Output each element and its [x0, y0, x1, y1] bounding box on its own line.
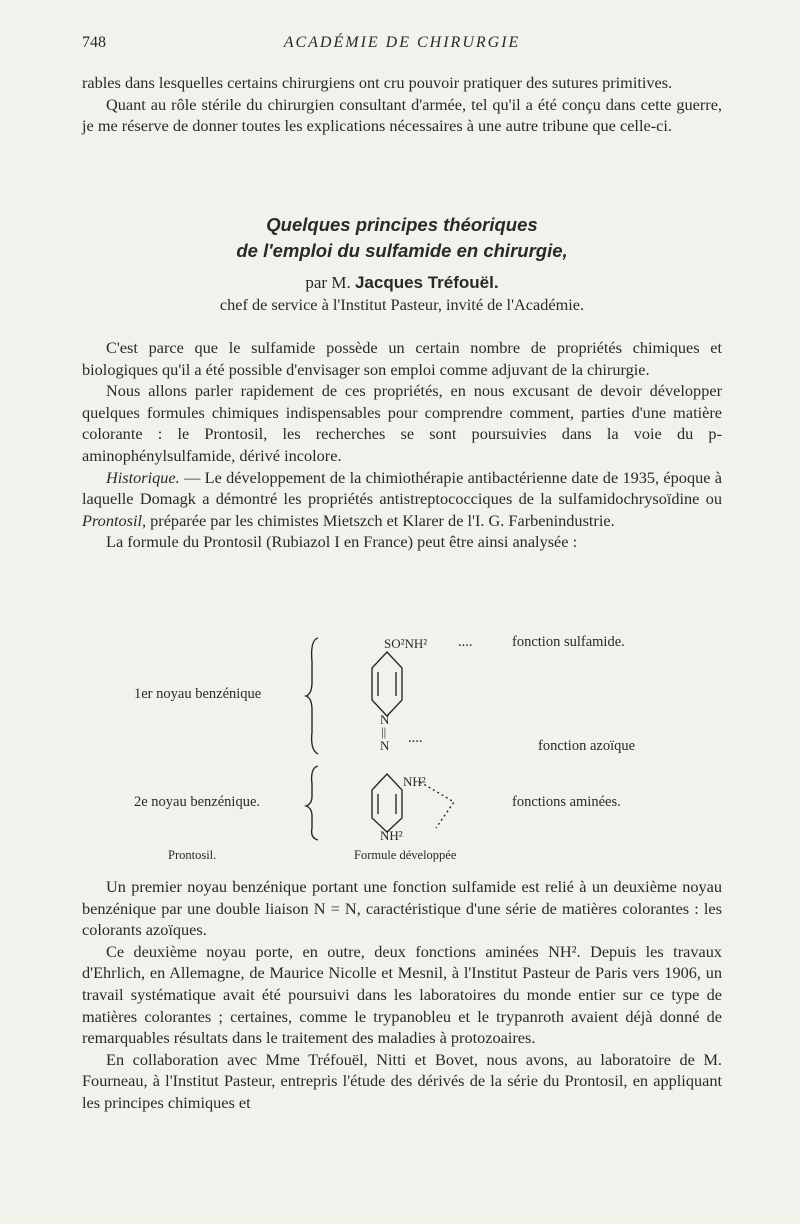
body-paragraph-6: Ce deuxième noyau porte, en outre, deux fonctions aminées NH². Depuis les travaux d'Ehrlich, en Allemagne, de Maurice Nicolle et Mesnil, à l'Institut Pasteur de Paris vers 1906, un travail systématique avait été poursuivi dans les laboratoires du monde entier sur ce type de matières colorantes ; certaines, comme le trypanobleu et le trypanroth avaient déjà donné de remarquables résultats dans le traitement des maladies à protozoaires.: [82, 941, 722, 1048]
caption-prontosil: Prontosil.: [168, 848, 217, 862]
body-paragraph-5: Un premier noyau benzénique portant une fonction sulfamide est relié à un deuxième noyau benzénique par une double liaison N = N, caractéristique d'une série de matières colorantes : les colorants azoïques.: [82, 877, 722, 940]
azo-double-bond: ||: [381, 724, 387, 739]
article-heading: [82, 212, 722, 315]
function-sulfamide-label: fonction sulfamide.: [512, 634, 625, 650]
dots-top: ....: [458, 634, 473, 650]
intro-text: [82, 72, 722, 137]
author-affiliation: chef de service à l'Institut Pasteur, invité de l'Académie.: [219, 295, 585, 314]
author-by: par M.: [305, 273, 351, 292]
historique-label: Historique.: [106, 467, 180, 487]
historique-text: — Le développement de la chimiothérapie antibactérienne date de 1935, époque à laquelle Domagk a démontré les propriétés antistreptococciques de la sulfamidochrysoïdine ou: [82, 467, 722, 509]
running-head: ACADÉMIE DE CHIRURGIE: [283, 34, 521, 51]
azo-n1: N: [380, 712, 390, 727]
body-paragraph-3: [82, 467, 722, 532]
author-line: [82, 272, 722, 294]
ring1-brace: [306, 638, 318, 754]
sulfamide-group: SO²NH²: [384, 636, 428, 651]
intro-paragraph-2: Quant au rôle stérile du chirurgien consultant d'armée, tel qu'il a été conçu dans cette guerre, je me réserve de donner toutes les explications nécessaires à une autre tribune que celle-ci.: [82, 94, 722, 136]
intro-paragraph-1: rables dans lesquelles certains chirurgiens ont cru pouvoir pratiquer des sutures primitives.: [82, 73, 673, 92]
historique-end: préparée par les chimistes Mietszch et Klarer de l'I. G. Farbenindustrie.: [146, 510, 615, 530]
body-text-bottom: [82, 876, 722, 1114]
ring2-label: 2e noyau benzénique.: [134, 794, 261, 810]
ring2-hexagon: [372, 774, 402, 832]
page-number: 748: [82, 34, 106, 51]
page-header: [82, 34, 722, 58]
dots-mid: ....: [408, 730, 423, 746]
prontosil-italic: Prontosil,: [82, 510, 147, 530]
article-title-line-2: de l'emploi du sulfamide en chirurgie,: [236, 240, 568, 261]
prontosil-formula: [82, 632, 722, 864]
caption-formula: Formule développée: [354, 848, 457, 862]
ring2-brace: [306, 766, 318, 840]
author-name: Jacques Tréfouël.: [354, 273, 499, 292]
ring1-label: 1er noyau benzénique: [134, 686, 262, 702]
ring1-hexagon: [372, 652, 402, 716]
nh2-bottom: NH²: [380, 828, 403, 843]
body-paragraph-7: En collaboration avec Mme Tréfouël, Nitti et Bovet, nous avons, au laboratoire de M. Fourneau, à l'Institut Pasteur, entrepris l'étude des dérivés de la série du Prontosil, en appliquant les principes chimiques et: [82, 1049, 722, 1112]
azo-n2: N: [380, 738, 390, 753]
body-paragraph-1: C'est parce que le sulfamide possède un certain nombre de propriétés chimiques et biologiques qu'il a été possible d'envisager son emploi comme adjuvant de la chirurgie.: [82, 338, 722, 379]
body-paragraph-2: Nous allons parler rapidement de ces propriétés, en nous excusant de devoir développer quelques formules chimiques indispensables pour comprendre comment, parties d'une matière colorante : le Prontosil, les recherches se sont poursuivies dans la voie du p-aminophénylsulfamide, dérivé incolore.: [82, 381, 722, 465]
function-amines-label: fonctions aminées.: [512, 794, 621, 810]
function-azo-label: fonction azoïque: [538, 738, 636, 754]
nh2-side: NH²: [403, 774, 426, 789]
body-text-top: [82, 337, 722, 553]
article-title-line-1: Quelques principes théoriques: [266, 214, 538, 235]
body-paragraph-4: La formule du Prontosil (Rubiazol I en France) peut être ainsi analysée :: [106, 532, 578, 552]
